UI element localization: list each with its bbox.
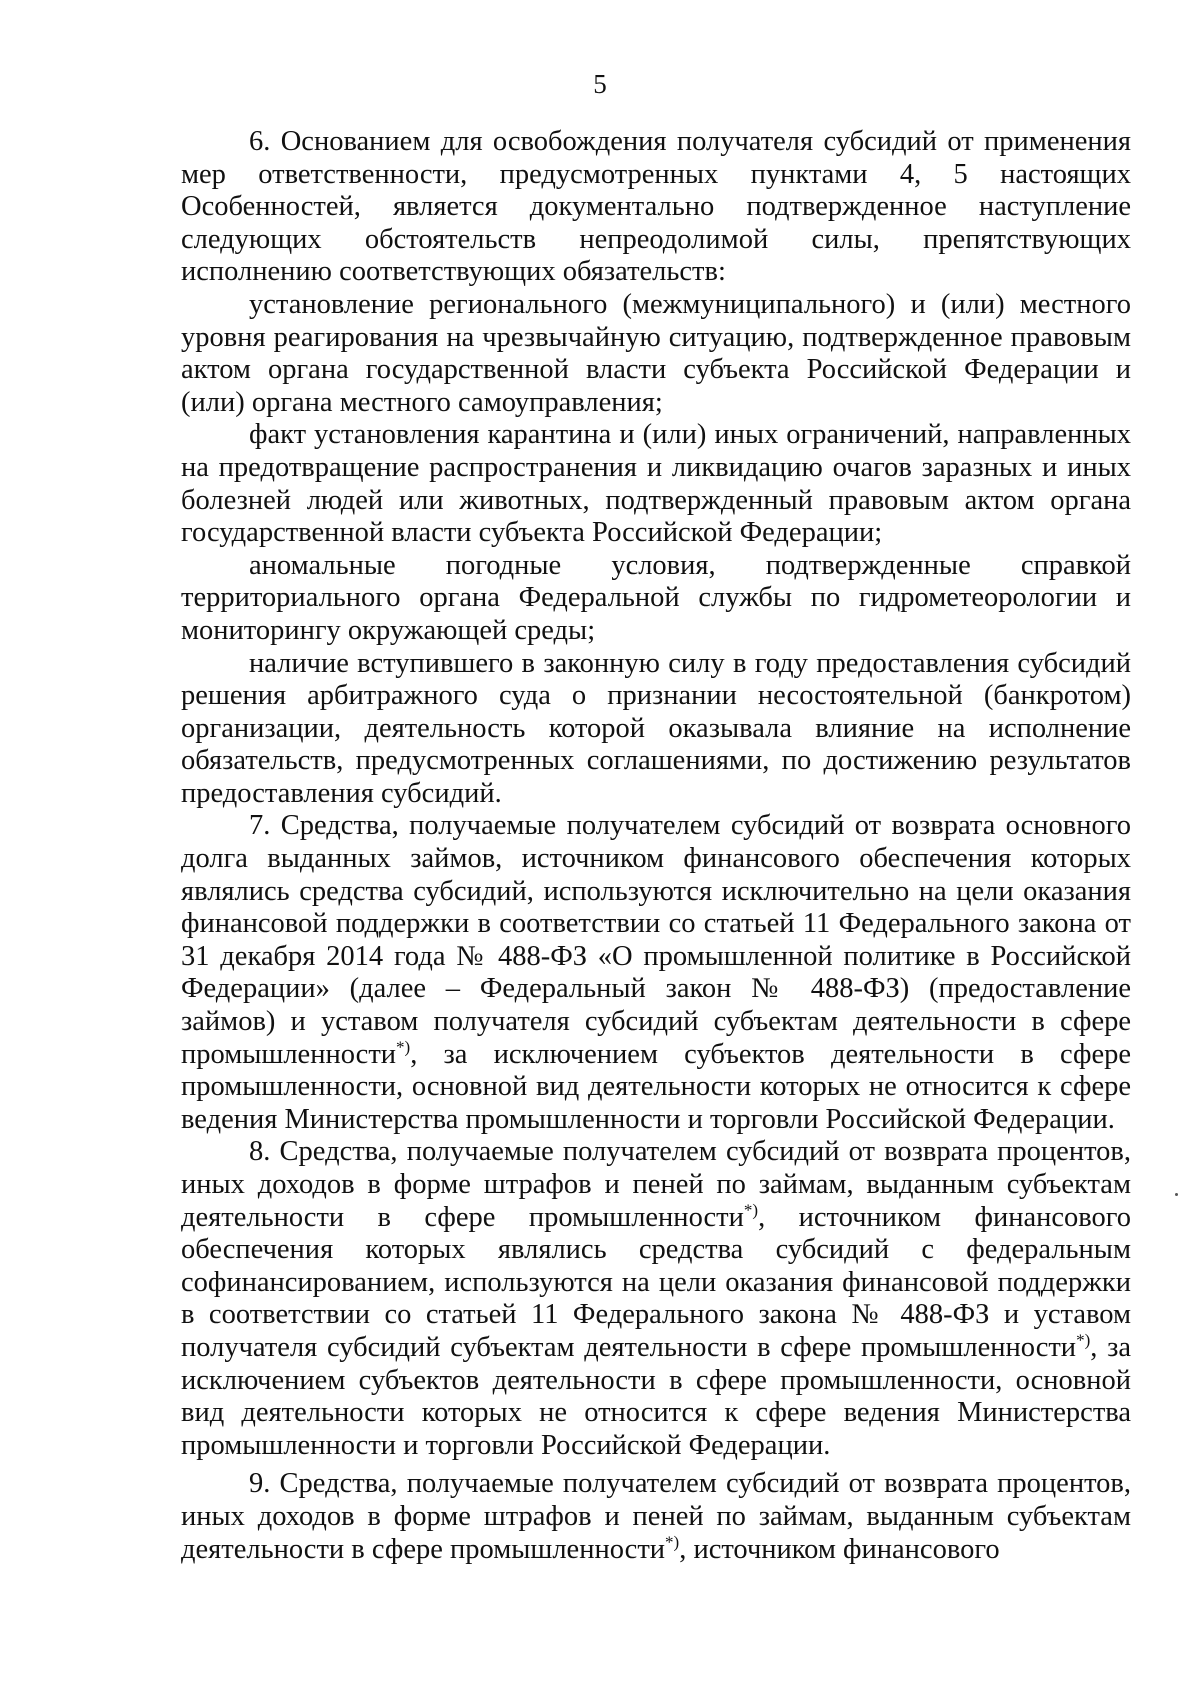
paragraph-7 [181, 810, 1131, 1136]
paragraph-6-item-bankruptcy: наличие вступившего в законную силу в году предоставления субсидий решения арбитражного суда о признании несостоятельной (банкротом) организации, деятельность которой оказывала влияние на исполнение обязательств, предусмотренных соглашениями, по достижению результатов предоставления субсидий. [181, 647, 1131, 809]
paragraph-9-text-after: , источником финансового [679, 1533, 1000, 1565]
paragraph-6-item-quarantine: факт установления карантина и (или) иных ограничений, направленных на предотвращение распространения и ликвидацию очагов заразных и иных болезней людей или животных, подтвержденный правовым актом органа государственной власти субъекта Российской Федерации; [181, 419, 1131, 549]
document-body [181, 126, 1131, 1566]
paragraph-7-text-after: , за исключением субъектов деятельности в сфере промышленности, основной вид деятельности которых не относится к сфере ведения Министерства промышленности и торговли Российской Федерации. [181, 1038, 1131, 1135]
paragraph-6: 6. Основанием для освобождения получателя субсидий от применения мер ответственности, предусмотренных пунктами 4, 5 настоящих Особенностей, является документально подтвержденное наступление следующих обстоятельств непреодолимой силы, препятствующих исполнению соответствующих обязательств: [181, 126, 1131, 288]
paragraph-6-item-emergency: установление регионального (межмуниципального) и (или) местного уровня реагирования на чрезвычайную ситуацию, подтвержденное правовым актом органа государственной власти субъекта Российской Федерации и (или) органа местного самоуправления; [181, 288, 1131, 418]
scan-speck [1175, 1193, 1178, 1196]
paragraph-6-item-weather: аномальные погодные условия, подтвержденные справкой территориального органа Федеральной службы по гидрометеорологии и мониторингу окружающей среды; [181, 549, 1131, 646]
footnote-marker: *) [743, 1200, 759, 1220]
page-number: 5 [593, 69, 607, 99]
paragraph-8 [181, 1136, 1131, 1462]
paragraph-8-text-middle: , источником финансового обеспечения которых являлись средства субсидий с федеральным софинансированием, используются на цели оказания финансовой поддержки в соответствии со статьей 11 Федерального закона № 488-ФЗ и уставом получателя субсидий субъектам деятельности в сфере промышленности [181, 1201, 1131, 1363]
paragraph-8-text-after: , за исключением субъектов деятельности в сфере промышленности, основной вид деятельности которых не относится к сфере ведения Министерства промышленности и торговли Российской Федерации. [181, 1331, 1131, 1461]
footnote-marker: *) [665, 1532, 680, 1552]
paragraph-9-text-before: 9. Средства, получаемые получателем субсидий от возврата процентов, иных доходов в форме штрафов и пеней по займам, выданным субъектам деятельности в сфере промышленности [181, 1468, 1131, 1565]
paragraph-7-text-before: 7. Средства, получаемые получателем субсидий от возврата основного долга выданных займов, источником финансового обеспечения которых являлись средства субсидий, используются исключительно на цели оказания финансовой поддержки в соответствии со статьей 11 Федерального закона от 31 декабря 2014 года № 488-ФЗ «О промышленной политике в Российской Федерации» (далее – Федеральный закон № 488-ФЗ) (предоставление займов) и уставом получателя субсидий субъектам деятельности в сфере промышленности [181, 810, 1131, 1070]
footnote-marker: *) [1076, 1330, 1091, 1350]
paragraph-8-text-before: 8. Средства, получаемые получателем субсидий от возврата процентов, иных доходов в форме штрафов и пеней по займам, выданным субъектам деятельности в сфере промышленности [181, 1136, 1131, 1233]
footnote-marker: *) [396, 1037, 411, 1057]
paragraph-9 [181, 1468, 1131, 1566]
